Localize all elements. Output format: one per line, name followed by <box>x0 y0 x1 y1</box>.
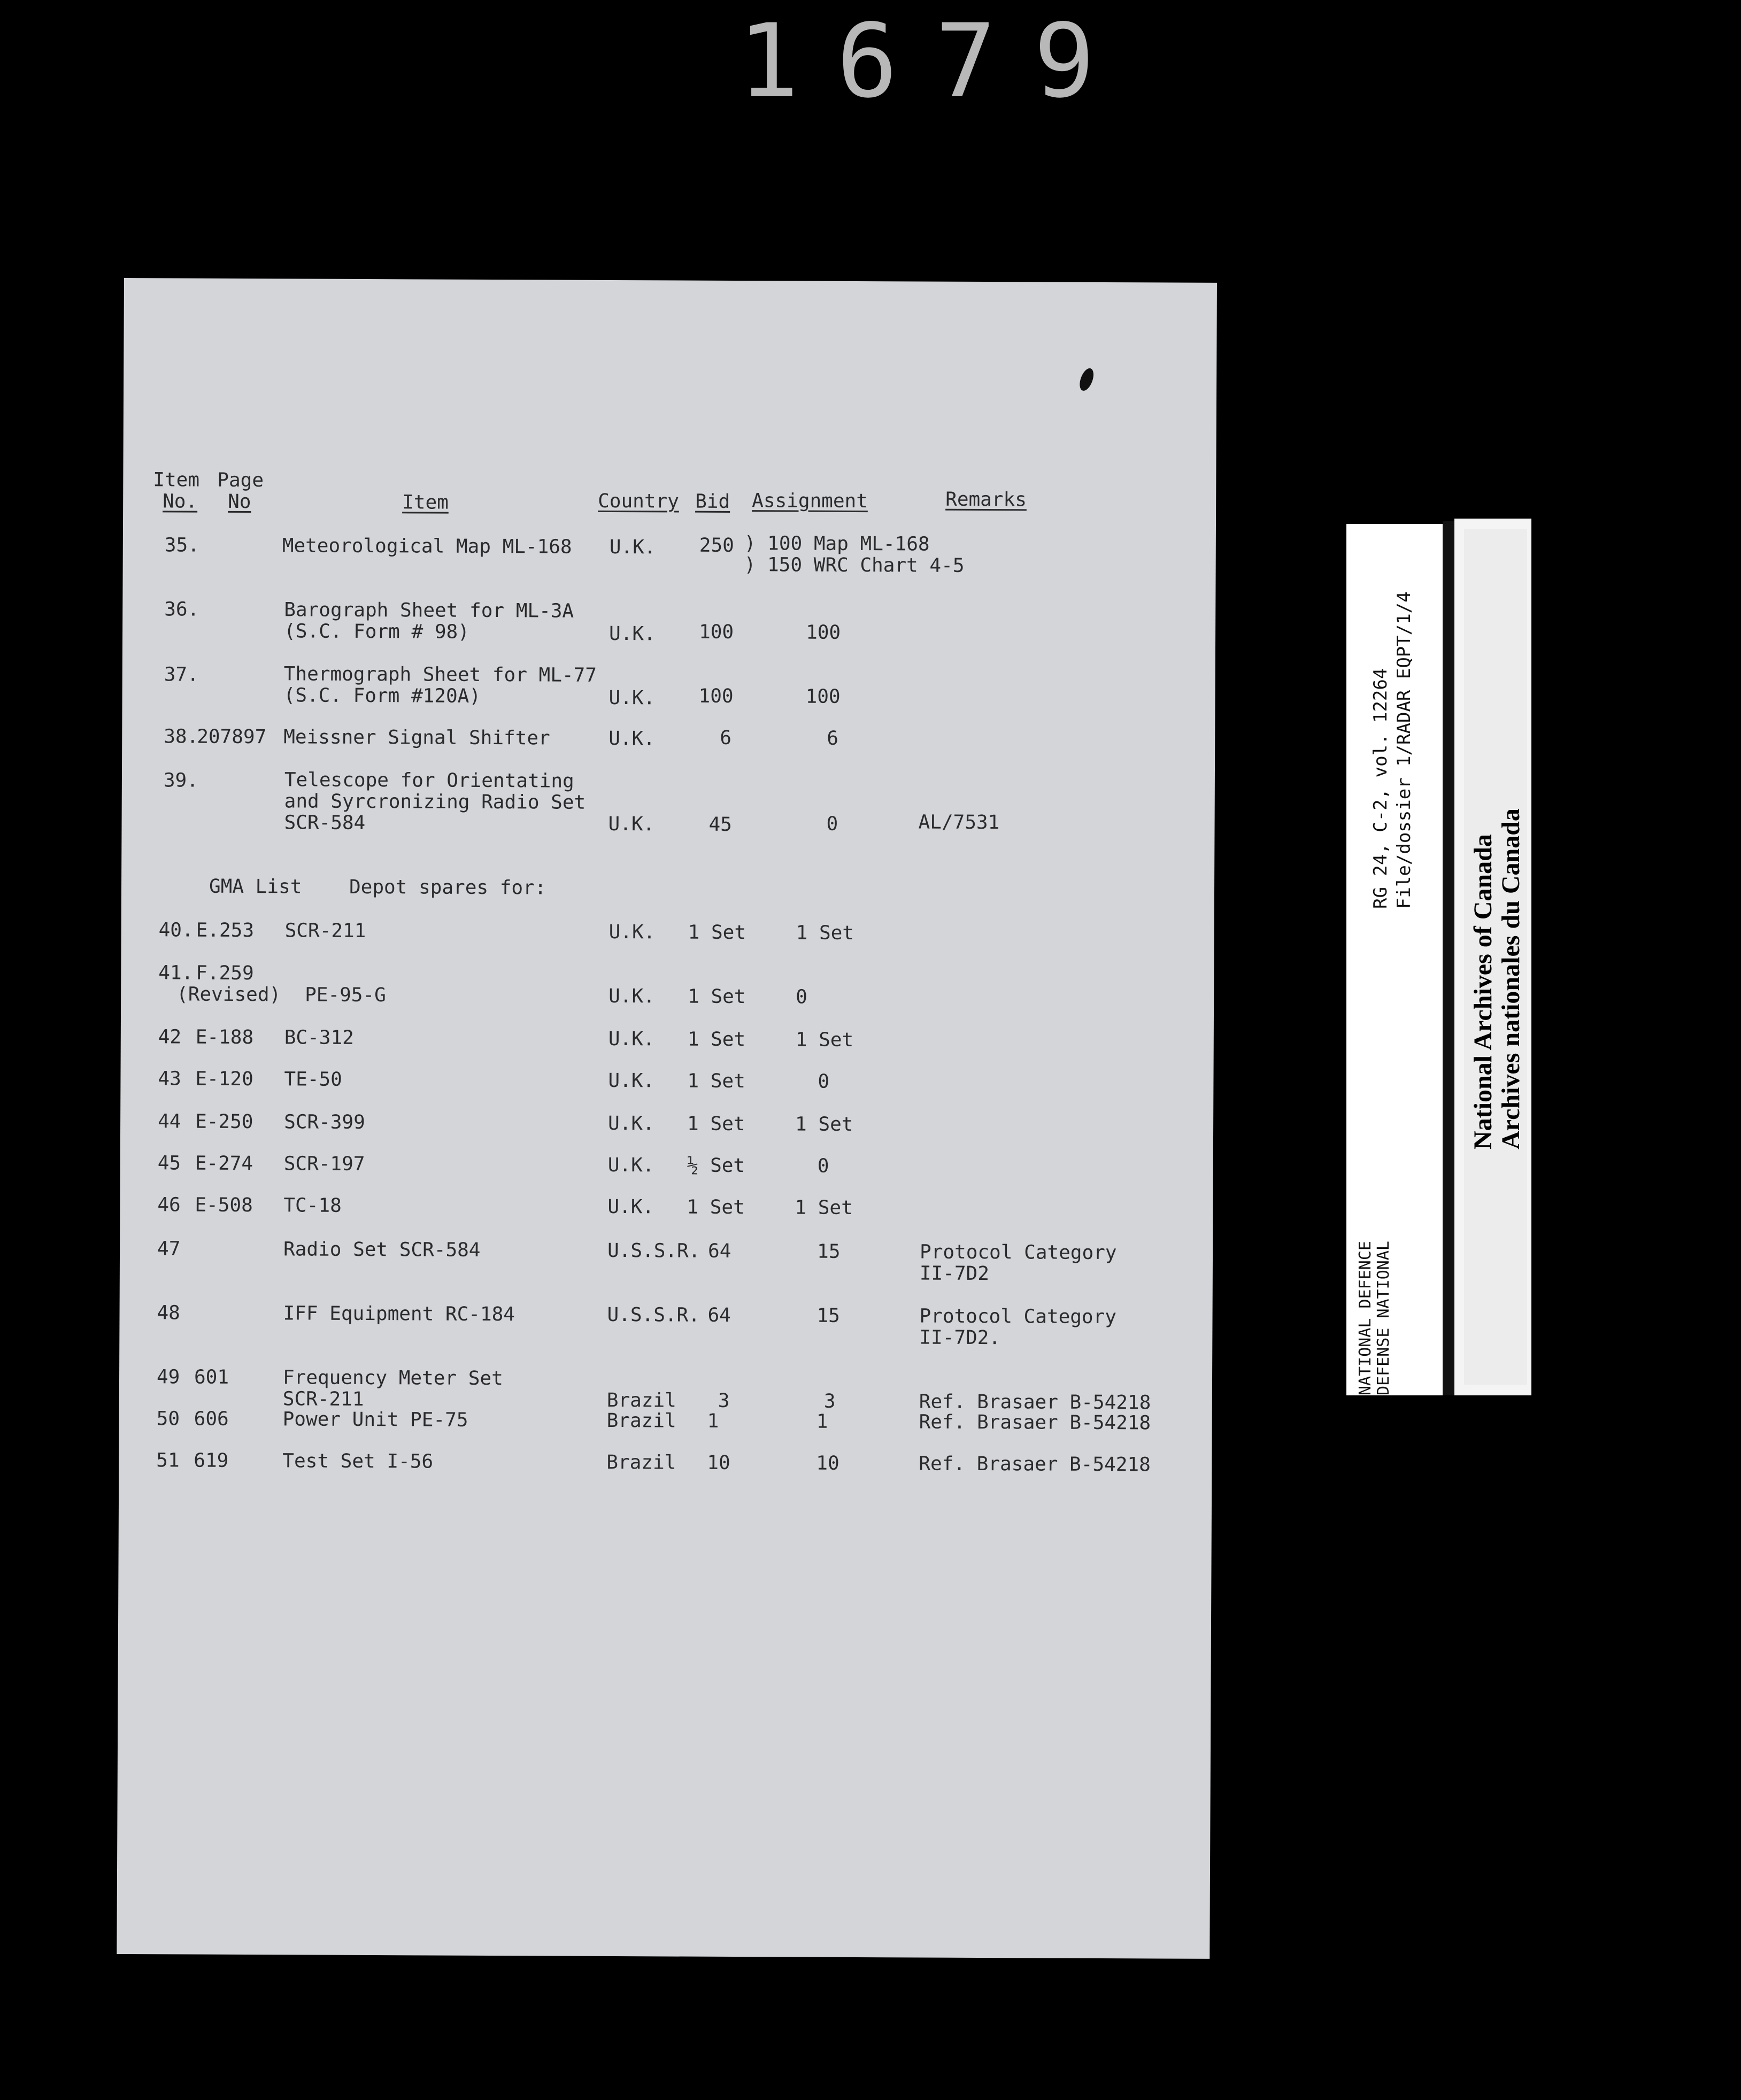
row-39-remarks: AL/7531 <box>918 811 1000 834</box>
row-45-page: E-274 <box>195 1152 253 1175</box>
row-46-assignment: 1 Set <box>795 1196 853 1219</box>
national-defence-label <box>1346 524 1443 1395</box>
row-37-no: 37. <box>164 663 199 686</box>
archive-reference-line2: File/dossier 1/RADAR EQPT/1/4 <box>1393 591 1415 909</box>
row-45-item: SCR-197 <box>283 1153 365 1175</box>
row-47-bid: 64 <box>707 1240 731 1262</box>
row-48-country: U.S.S.R. <box>607 1303 700 1326</box>
row-49-item: Frequency Meter Set <box>282 1366 503 1390</box>
row-40-page: E.253 <box>196 919 255 942</box>
row-39-item-1: Telescope for Orientating <box>284 769 574 792</box>
row-45-bid: ½ Set <box>687 1154 745 1177</box>
row-47-item: Radio Set SCR-584 <box>283 1238 481 1261</box>
row-39-item-2: and Syrcronizing Radio Set <box>284 790 586 814</box>
row-51-remarks-1: Ref. Brasaer B-54218 <box>919 1453 1151 1476</box>
row-51-bid: 10 <box>707 1452 730 1474</box>
row-39-bid: 45 <box>708 813 732 836</box>
row-44-assignment: 1 Set <box>795 1113 853 1136</box>
row-35-bid: 250 <box>699 534 734 557</box>
row-36-bid: 100 <box>699 621 734 643</box>
row-36-assignment: 100 <box>806 621 841 644</box>
row-41-bid: 1 Set <box>688 985 746 1008</box>
row-41-country: U.K. <box>608 985 655 1008</box>
row-35-no: 35. <box>164 534 199 557</box>
header-item-label: Item <box>153 469 200 491</box>
row-41-assignment: 0 <box>796 986 807 1008</box>
defense-nationale-text: DEFENSE NATIONAL <box>1374 1241 1393 1395</box>
row-50-country: Brazil <box>606 1409 676 1432</box>
header-bid: Bid <box>695 490 730 513</box>
national-defence-text: NATIONAL DEFENCE <box>1356 1241 1375 1395</box>
row-48-remarks-1: Protocol Category <box>919 1305 1117 1329</box>
row-36-item-2: (S.C. Form # 98) <box>284 620 469 643</box>
row-38-page: 207897 <box>197 725 267 748</box>
archive-reference-line1: RG 24, C-2, vol. 12264 <box>1370 668 1391 909</box>
row-47-country: U.S.S.R. <box>607 1239 700 1262</box>
row-49-no: 49 <box>156 1366 180 1388</box>
row-45-no: 45 <box>157 1152 181 1175</box>
row-37-item-2: (S.C. Form #120A) <box>283 684 481 707</box>
row-51-no: 51 <box>156 1449 180 1472</box>
row-37-item-1: Thermograph Sheet for ML-77 <box>283 663 597 686</box>
row-35-assignment-2: ) 150 WRC Chart 4-5 <box>744 554 965 577</box>
row-44-country: U.K. <box>608 1112 654 1135</box>
row-50-page: 606 <box>194 1408 229 1430</box>
row-36-item-1: Barograph Sheet for ML-3A <box>284 599 574 622</box>
row-49-remarks-1: Ref. Brasaer B-54218 <box>919 1391 1151 1414</box>
row-49-item-2: SCR-211 <box>282 1388 364 1410</box>
header-assignment: Assignment <box>752 490 868 513</box>
row-40-no: 40. <box>158 919 194 941</box>
header-page-no-label: No <box>228 490 251 513</box>
row-47-remarks-2: II-7D2 <box>919 1262 990 1285</box>
row-48-bid: 64 <box>707 1304 731 1326</box>
row-40-item: SCR-211 <box>284 920 366 942</box>
archives-nationales-text: Archives nationales du Canada <box>1497 808 1525 1149</box>
row-48-no: 48 <box>157 1302 181 1324</box>
row-48-remarks-2: II-7D2. <box>919 1326 1001 1349</box>
row-49-bid: 3 <box>718 1389 730 1412</box>
row-42-item: BC-312 <box>284 1026 354 1049</box>
row-44-no: 44 <box>158 1110 181 1133</box>
row-41-item: PE-95-G <box>305 984 386 1007</box>
row-41-no: 41. <box>158 962 194 984</box>
row-38-country: U.K. <box>608 727 656 750</box>
row-46-bid: 1 Set <box>687 1196 745 1219</box>
gma-list-heading: GMA List <box>209 875 302 898</box>
row-42-assignment: 1 Set <box>795 1029 854 1051</box>
row-46-country: U.K. <box>607 1195 654 1218</box>
row-42-no: 42 <box>158 1026 182 1048</box>
header-country: Country <box>598 490 679 513</box>
row-43-page: E-120 <box>195 1068 253 1091</box>
row-37-country: U.K. <box>608 686 656 709</box>
row-45-country: U.K. <box>607 1154 654 1177</box>
row-39-no: 39. <box>163 769 199 792</box>
row-38-assignment: 6 <box>827 727 839 750</box>
row-43-bid: 1 Set <box>687 1070 745 1093</box>
row-39-item-3: SCR-584 <box>284 812 366 834</box>
archives-label-inner <box>1464 529 1527 1385</box>
row-50-no: 50 <box>156 1408 180 1430</box>
row-44-page: E-250 <box>195 1110 253 1133</box>
row-40-country: U.K. <box>608 921 656 944</box>
row-39-assignment: 0 <box>826 813 838 835</box>
row-46-item: TC-18 <box>283 1194 342 1217</box>
row-44-item: SCR-399 <box>284 1111 365 1133</box>
depot-spares-heading: Depot spares for: <box>349 876 546 899</box>
row-35-country: U.K. <box>609 536 656 559</box>
row-50-assignment: 1 <box>816 1410 828 1433</box>
row-43-country: U.K. <box>608 1069 655 1092</box>
row-49-page: 601 <box>194 1366 229 1388</box>
row-47-assignment: 15 <box>816 1240 841 1263</box>
row-46-no: 46 <box>157 1194 181 1216</box>
row-51-assignment: 10 <box>816 1452 839 1474</box>
row-42-page: E-188 <box>195 1026 254 1049</box>
row-41-page-revised: (Revised) <box>176 983 281 1006</box>
row-37-bid: 100 <box>698 685 734 707</box>
header-page-label: Page <box>217 469 264 492</box>
row-35-assignment-1: ) 100 Map ML-168 <box>744 532 930 555</box>
row-41-page: F.259 <box>196 962 254 985</box>
row-36-country: U.K. <box>609 622 656 645</box>
document-page <box>117 278 1217 1959</box>
row-39-country: U.K. <box>608 813 655 836</box>
header-item-column: Item <box>402 491 449 514</box>
row-46-page: E-508 <box>195 1194 253 1217</box>
row-43-no: 43 <box>158 1068 181 1090</box>
row-38-no: 38. <box>164 725 199 748</box>
row-47-no: 47 <box>157 1238 181 1260</box>
row-42-country: U.K. <box>608 1028 655 1051</box>
row-40-assignment: 1 Set <box>796 922 854 944</box>
row-51-page: 619 <box>194 1449 229 1472</box>
row-51-item: Test Set I-56 <box>282 1450 434 1473</box>
row-47-remarks-1: Protocol Category <box>919 1241 1117 1264</box>
national-archives-text: National Archives of Canada <box>1469 834 1497 1149</box>
row-49-assignment: 3 <box>823 1390 836 1412</box>
row-38-item: Meissner Signal Shifter <box>283 726 550 750</box>
row-38-bid: 6 <box>720 727 732 749</box>
row-48-assignment: 15 <box>816 1304 840 1327</box>
row-50-bid: 1 <box>707 1410 719 1432</box>
row-44-bid: 1 Set <box>687 1113 745 1136</box>
row-37-assignment: 100 <box>805 685 841 708</box>
row-36-no: 36. <box>164 598 199 621</box>
row-40-bid: 1 Set <box>688 921 746 944</box>
row-43-item: TE-50 <box>284 1068 342 1091</box>
row-48-item: IFF Equipment RC-184 <box>283 1302 515 1326</box>
row-49-country: Brazil <box>606 1389 676 1412</box>
ink-smudge <box>1077 366 1096 392</box>
frame-number: 1679 <box>738 2 1133 120</box>
row-51-country: Brazil <box>606 1451 676 1474</box>
header-item-no-label: No. <box>163 490 198 513</box>
row-50-remarks-1: Ref. Brasaer B-54218 <box>919 1411 1151 1434</box>
row-42-bid: 1 Set <box>687 1028 746 1051</box>
row-45-assignment: 0 <box>817 1155 829 1177</box>
header-remarks: Remarks <box>945 488 1027 511</box>
row-50-item: Power Unit PE-75 <box>282 1408 468 1431</box>
row-43-assignment: 0 <box>818 1070 830 1093</box>
row-35-item: Meteorological Map ML-168 <box>282 535 572 558</box>
